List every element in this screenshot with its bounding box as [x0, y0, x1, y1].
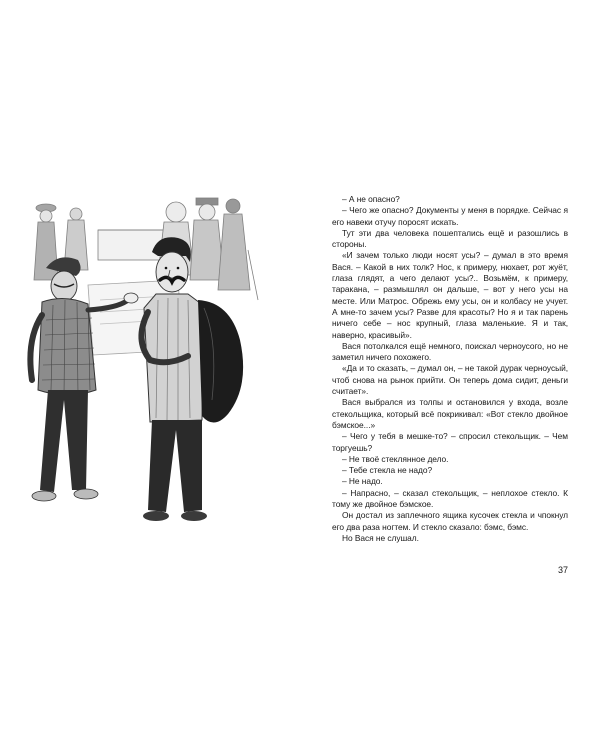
text-paragraph: Но Вася не слушал.	[342, 532, 419, 543]
text-paragraph: Вася потолкался ещё немного, поискал черноусого, но не заметил ничего похожего.	[332, 340, 568, 363]
page-number: 37	[557, 565, 568, 575]
text-paragraph: Вася выбрался из толпы и остановился у входа, возле стекольщика, который всё покрикивал: «Вот стекло двойное бэмское...»	[332, 397, 568, 430]
text-paragraph: – Тебе стекла не надо?	[342, 465, 433, 476]
text-paragraph: – Не надо.	[342, 476, 383, 487]
text-paragraph: – Не твоё стеклянное дело.	[342, 453, 449, 464]
text-paragraph: – Напрасно, – сказал стекольщик, – неплохое стекло. К тому же двойное бэмское.	[332, 487, 568, 510]
text-paragraph: Тут эти два человека пошептались ещё и разошлись в стороны.	[332, 227, 568, 250]
text-paragraph: Он достал из заплечного ящика кусочек стекла и чпокнул его два раза ногтем. И стекло сказало: бэмс, бэмс.	[332, 510, 568, 532]
text-paragraph: «И зачем только люди носят усы? – думал в это время Вася. – Какой в них толк? Нос, к примеру, нюхает, рот жуёт, глаза глядят, а чего делают усы?.. Возьмём, к примеру, таракана, – размышлял он дальше, – вот у него усы на месте. Или Матрос. Обрежь ему усы, он и колбасу не учует. А мне-то зачем усы? Разве для красоты? Но я и так парень ничего себе – нос крупный, глаза маленькие. Я и так, наверно, красивый».	[332, 250, 568, 340]
body-text	[332, 194, 568, 544]
text-paragraph: «Да и то сказать, – думал он, – не такой дурак черноусый, чтоб снова на рынок прийти. Он теперь дома сидит, деньги считает».	[332, 363, 568, 397]
market-scene-illustration	[18, 190, 268, 550]
text-paragraph: – Чего же опасно? Документы у меня в порядке. Сейчас я его навеки отучу поросят искать.	[332, 205, 568, 227]
text-paragraph: – Чего у тебя в мешке-то? – спросил стекольщик. – Чем торгуешь?	[332, 431, 568, 453]
text-paragraph: – А не опасно?	[342, 194, 400, 204]
